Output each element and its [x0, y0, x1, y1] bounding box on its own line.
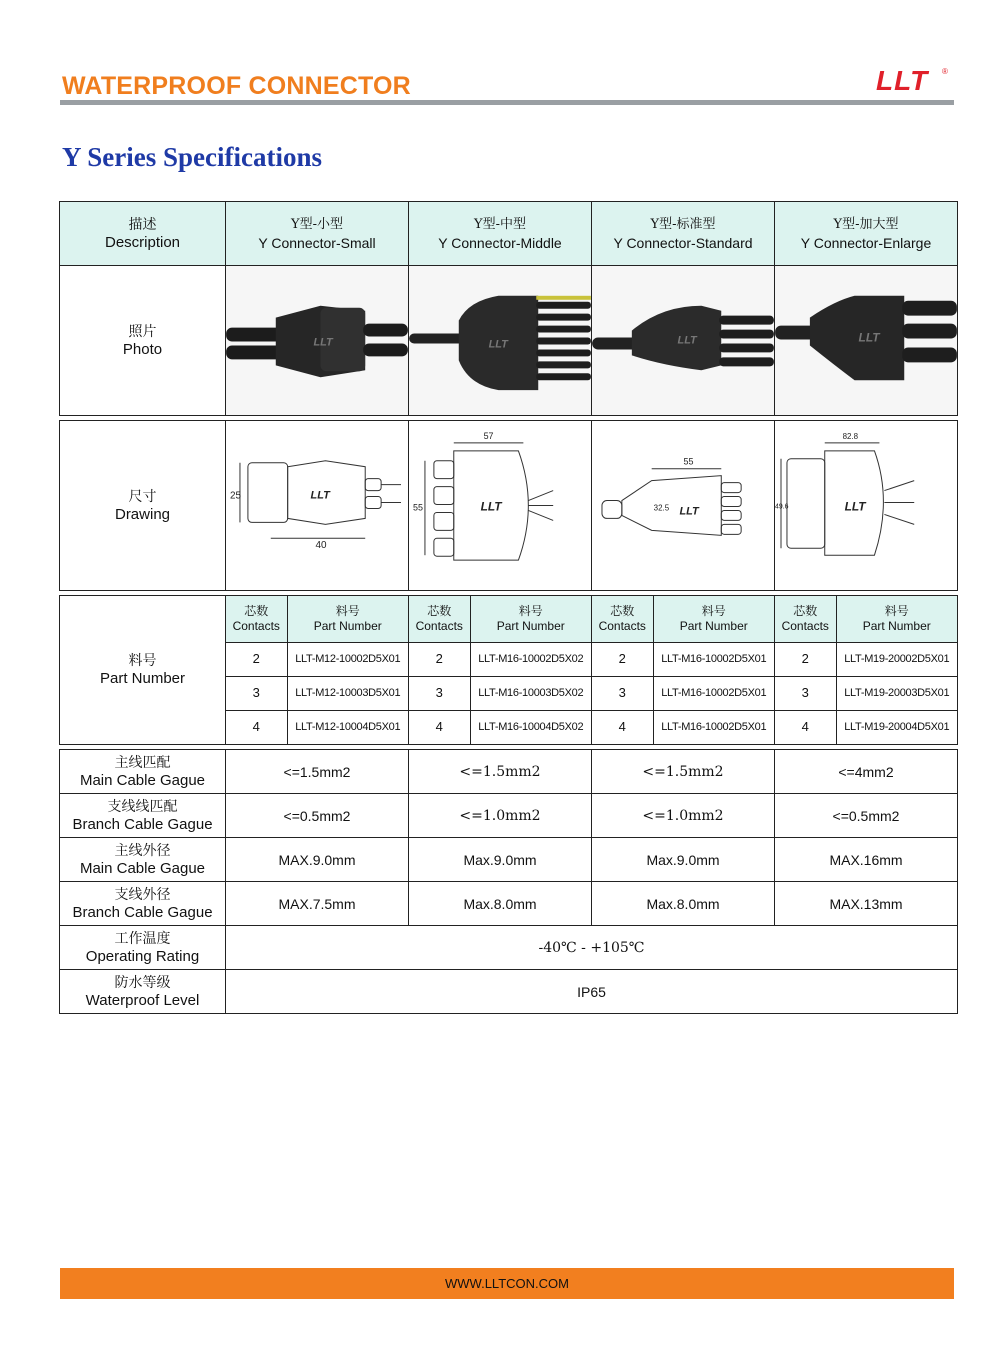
- contacts-value: 4: [409, 710, 470, 744]
- connector-photo-standard: [592, 266, 774, 415]
- table-row: [592, 710, 774, 744]
- spec-row-waterproof: [60, 970, 958, 1014]
- part-table-standard: [592, 596, 774, 744]
- part-group-small: [226, 596, 409, 745]
- part-group-standard: [592, 596, 775, 745]
- contacts-value: 4: [592, 710, 653, 744]
- spec-value: <=1.5mm2: [409, 750, 592, 794]
- table-row: [226, 710, 408, 744]
- drawing-enlarge: [775, 421, 958, 591]
- svg-text:55: 55: [413, 502, 423, 513]
- connector-photo-enlarge: [775, 266, 957, 415]
- spec-value: Max.9.0mm: [592, 838, 775, 882]
- spec-value: MAX.16mm: [775, 838, 958, 882]
- photo-row: [60, 266, 958, 416]
- contacts-header: 芯数 Contacts: [226, 596, 287, 642]
- part-number-value: LLT-M16-10002D5X01: [653, 710, 774, 744]
- contacts-value: 4: [226, 710, 287, 744]
- spec-value: <=0.5mm2: [226, 794, 409, 838]
- drawing-label: 尺寸 Drawing: [60, 421, 226, 591]
- table-row: [409, 642, 591, 676]
- table-row: [775, 710, 957, 744]
- operating-temperature-value: -40℃ - +105℃: [226, 926, 958, 970]
- description-header: 描述 Description: [60, 202, 226, 266]
- column-header-standard: Y型-标准型 Y Connector-Standard: [592, 202, 775, 266]
- spec-label: 支线外径 Branch Cable Gague: [60, 882, 226, 926]
- photo-standard: [592, 266, 775, 416]
- contacts-header: 芯数 Contacts: [775, 596, 836, 642]
- section-title: Y Series Specifications: [62, 142, 322, 172]
- part-number-value: LLT-M16-10004D5X02: [470, 710, 591, 744]
- part-table-enlarge: [775, 596, 957, 744]
- svg-text:LLT: LLT: [313, 336, 333, 349]
- spec-value: MAX.7.5mm: [226, 882, 409, 926]
- column-header-small: Y型-小型 Y Connector-Small: [226, 202, 409, 266]
- logo-registered-mark: ®: [942, 67, 948, 76]
- part-number-value: LLT-M12-10004D5X01: [287, 710, 408, 744]
- part-number-value: LLT-M19-20004D5X01: [836, 710, 957, 744]
- photo-label: 照片 Photo: [60, 266, 226, 416]
- part-number-value: LLT-M12-10002D5X01: [287, 642, 408, 676]
- part-group-middle: [409, 596, 592, 745]
- table-row: [775, 642, 957, 676]
- svg-text:40: 40: [315, 540, 327, 552]
- header-row: [60, 202, 958, 266]
- drawing-row: [60, 421, 958, 591]
- spec-row-branch-cable: [60, 794, 958, 838]
- table-row: [226, 642, 408, 676]
- spec-label: 支线线匹配 Branch Cable Gague: [60, 794, 226, 838]
- contacts-value: 2: [775, 642, 836, 676]
- spec-value: MAX.13mm: [775, 882, 958, 926]
- part-group-enlarge: [775, 596, 958, 745]
- part-table-middle: [409, 596, 591, 744]
- spec-value: <=1.5mm2: [226, 750, 409, 794]
- connector-photo-small: [226, 266, 408, 415]
- contacts-value: 3: [226, 676, 287, 710]
- dimension-drawing-middle: [409, 421, 591, 590]
- contacts-value: 2: [409, 642, 470, 676]
- part-number-value: LLT-M16-10002D5X01: [653, 676, 774, 710]
- dimension-drawing-small: [226, 421, 408, 590]
- table-row: [226, 676, 408, 710]
- table-row: [409, 710, 591, 744]
- svg-text:57: 57: [483, 430, 494, 441]
- drawing-small: [226, 421, 409, 591]
- svg-text:32.5: 32.5: [653, 503, 670, 513]
- part-number-header: 料号 Part Number: [470, 596, 591, 642]
- table-row: [775, 676, 957, 710]
- photo-small: [226, 266, 409, 416]
- svg-text:LLT: LLT: [677, 334, 697, 347]
- contacts-value: 3: [592, 676, 653, 710]
- table-row: [592, 676, 774, 710]
- contacts-header: 芯数 Contacts: [592, 596, 653, 642]
- svg-text:55: 55: [683, 456, 694, 467]
- column-header-enlarge: Y型-加大型 Y Connector-Enlarge: [775, 202, 958, 266]
- spec-label: 工作温度 Operating Rating: [60, 926, 226, 970]
- spec-row-operating: [60, 926, 958, 970]
- spec-value: Max.8.0mm: [409, 882, 592, 926]
- contacts-value: 2: [226, 642, 287, 676]
- table-row: [409, 676, 591, 710]
- drawing-middle: [409, 421, 592, 591]
- header-title: WATERPROOF CONNECTOR: [62, 72, 411, 100]
- photo-enlarge: [775, 266, 958, 416]
- waterproof-level-value: IP65: [226, 970, 958, 1014]
- spec-row-main-cable: [60, 750, 958, 794]
- connector-photo-middle: [409, 266, 591, 415]
- table-row: [592, 642, 774, 676]
- contacts-value: 3: [409, 676, 470, 710]
- part-number-value: LLT-M16-10002D5X02: [470, 642, 591, 676]
- part-number-header: 料号 Part Number: [653, 596, 774, 642]
- spec-value: MAX.9.0mm: [226, 838, 409, 882]
- contacts-value: 3: [775, 676, 836, 710]
- part-number-value: LLT-M19-20003D5X01: [836, 676, 957, 710]
- svg-text:LLT: LLT: [679, 505, 699, 518]
- part-number-row: [60, 596, 958, 745]
- footer-url[interactable]: WWW.LLTCON.COM: [445, 1276, 569, 1291]
- spec-value: Max.9.0mm: [409, 838, 592, 882]
- footer-bar: [60, 1268, 954, 1299]
- logo-text: LLT: [876, 65, 929, 94]
- svg-text:LLT: LLT: [488, 338, 508, 351]
- svg-text:49.6: 49.6: [775, 503, 789, 511]
- part-number-header: 料号 Part Number: [836, 596, 957, 642]
- spec-value: <=1.5mm2: [592, 750, 775, 794]
- spec-label: 主线匹配 Main Cable Gague: [60, 750, 226, 794]
- part-number-label: 料号 Part Number: [60, 596, 226, 745]
- part-number-value: LLT-M12-10003D5X01: [287, 676, 408, 710]
- spec-value: <=1.0mm2: [409, 794, 592, 838]
- svg-text:82.8: 82.8: [842, 431, 859, 441]
- part-number-header: 料号 Part Number: [287, 596, 408, 642]
- spec-value: <=4mm2: [775, 750, 958, 794]
- part-table-small: [226, 596, 408, 744]
- svg-text:LLT: LLT: [480, 499, 502, 514]
- svg-text:25: 25: [230, 490, 242, 502]
- svg-text:LLT: LLT: [310, 489, 330, 502]
- dimension-drawing-standard: [592, 421, 774, 590]
- spec-row-branch-diameter: [60, 882, 958, 926]
- contacts-value: 2: [592, 642, 653, 676]
- photo-middle: [409, 266, 592, 416]
- part-number-value: LLT-M19-20002D5X01: [836, 642, 957, 676]
- spec-value: <=1.0mm2: [592, 794, 775, 838]
- column-header-middle: Y型-中型 Y Connector-Middle: [409, 202, 592, 266]
- spec-label: 防水等级 Waterproof Level: [60, 970, 226, 1014]
- spec-value: Max.8.0mm: [592, 882, 775, 926]
- contacts-value: 4: [775, 710, 836, 744]
- llt-logo: [876, 64, 952, 94]
- svg-text:LLT: LLT: [844, 499, 866, 514]
- drawing-standard: [592, 421, 775, 591]
- spec-row-main-diameter: [60, 838, 958, 882]
- spec-label: 主线外径 Main Cable Gague: [60, 838, 226, 882]
- spec-value: <=0.5mm2: [775, 794, 958, 838]
- part-number-value: LLT-M16-10003D5X02: [470, 676, 591, 710]
- part-number-value: LLT-M16-10002D5X01: [653, 642, 774, 676]
- svg-text:LLT: LLT: [858, 330, 880, 345]
- spec-table: [59, 201, 958, 1014]
- header-rule: [60, 100, 954, 105]
- contacts-header: 芯数 Contacts: [409, 596, 470, 642]
- dimension-drawing-enlarge: [775, 421, 957, 590]
